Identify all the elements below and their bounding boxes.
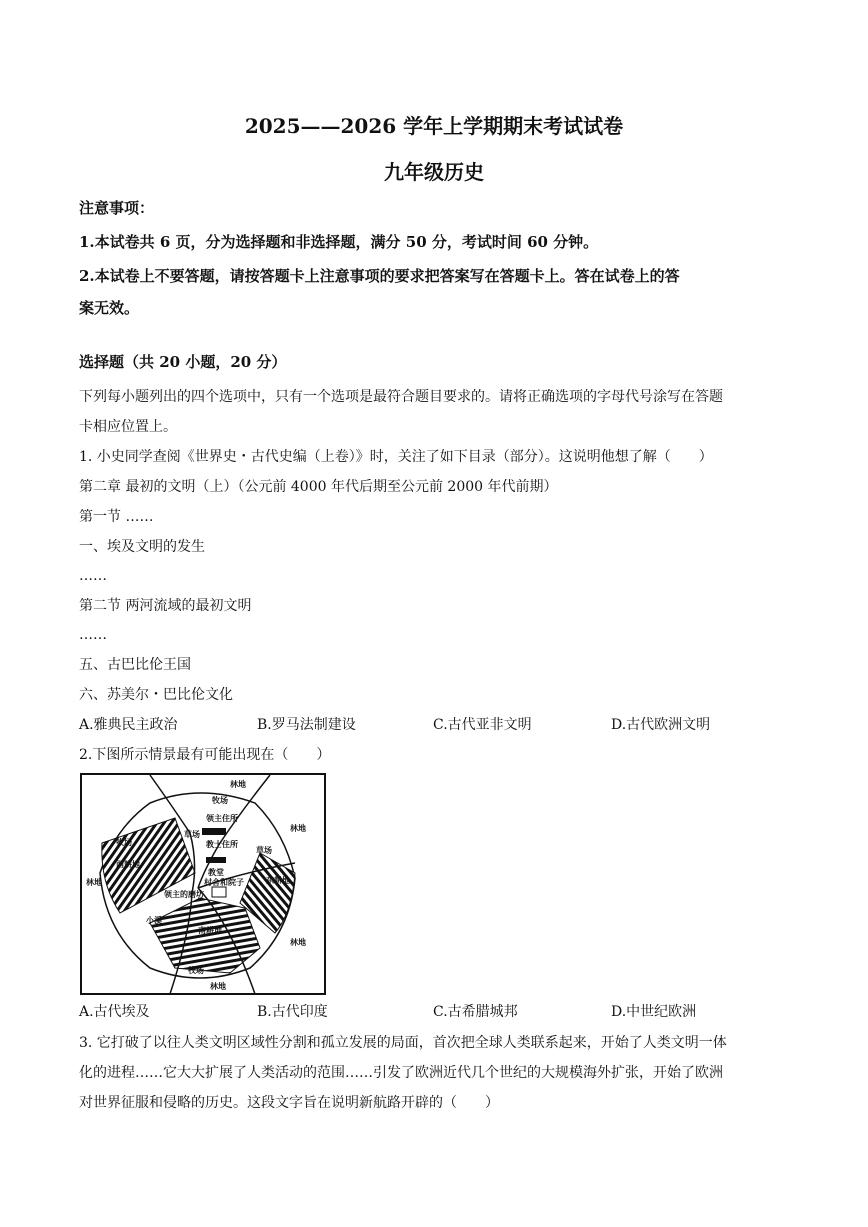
- q1-option-d[interactable]: D.古代欧洲文明: [611, 717, 711, 733]
- toc-line: 第二章 最初的文明（上）（公元前 4000 年代后期至公元前 2000 年代前期）: [79, 479, 558, 495]
- map-label: 南耕地: [198, 926, 222, 935]
- question-2-stem: 2.下图所示情景最有可能出现在（ ）: [79, 747, 331, 763]
- section-heading: 选择题（共 20 小题，20 分）: [79, 353, 287, 371]
- notes-heading: 注意事项：: [79, 199, 155, 217]
- toc-line: 第二节 两河流域的最初文明: [79, 598, 252, 614]
- notes-item-2-cont: 案无效。: [79, 299, 140, 317]
- map-label: 林地: [230, 780, 246, 789]
- q1-option-c[interactable]: C.古代亚非文明: [433, 717, 532, 733]
- toc-line: ……: [79, 568, 107, 584]
- toc-line: ……: [79, 627, 107, 643]
- map-label: 草场: [184, 830, 200, 839]
- section-instructions: 下列每小题列出的四个选项中，只有一个选项是最符合题目要求的。请将正确选项的字母代号涂写在答题: [79, 389, 723, 405]
- question-3-stem: 3. 它打破了以往人类文明区域性分割和孤立发展的局面，首次把全球人类联系起来，开始了人类文明一体: [79, 1035, 727, 1051]
- map-label: 林地: [210, 982, 226, 991]
- toc-line: 一、埃及文明的发生: [79, 539, 205, 555]
- manor-map-figure: [80, 773, 326, 995]
- map-label: 东耕地: [266, 876, 290, 885]
- notes-item-1: 1.本试卷共 6 页，分为选择题和非选择题，满分 50 分，考试时间 60 分钟。: [79, 233, 599, 251]
- question-1-stem: 1. 小史同学查阅《世界史・古代史编（上卷）》时，关注了如下目录（部分）。这说明他想了解（ ）: [79, 449, 713, 465]
- exam-title: 2025——2026 学年上学期期末考试试卷: [244, 114, 624, 138]
- q2-option-d[interactable]: D.中世纪欧洲: [611, 1004, 697, 1020]
- map-label: 林地: [290, 938, 306, 947]
- map-label: 牧场: [116, 838, 132, 847]
- q1-option-b[interactable]: B.罗马法制建设: [257, 717, 356, 733]
- map-label: 牧场: [212, 796, 228, 805]
- q1-option-a[interactable]: A.雅典民主政治: [79, 717, 178, 733]
- map-label: 小溪: [146, 916, 162, 925]
- toc-line: 第一节 ……: [79, 509, 154, 525]
- q2-option-a[interactable]: A.古代埃及: [79, 1004, 150, 1020]
- map-label: 牧场: [188, 966, 204, 975]
- map-label: 教堂: [208, 868, 224, 877]
- map-label: 村舍和院子: [204, 878, 244, 887]
- map-label: 林地: [290, 824, 306, 833]
- question-3-stem-cont: 化的进程……它大大扩展了人类活动的范围……引发了欧洲近代几个世纪的大规模海外扩张，开始了欧洲: [79, 1065, 723, 1081]
- toc-line: 六、苏美尔・巴比伦文化: [79, 687, 233, 703]
- question-3-stem-cont: 对世界征服和侵略的历史。这段文字旨在说明新航路开辟的（ ）: [79, 1095, 499, 1111]
- map-label: 林地: [86, 878, 102, 887]
- q2-option-c[interactable]: C.古希腊城邦: [433, 1004, 518, 1020]
- toc-line: 五、古巴比伦王国: [79, 657, 191, 673]
- map-label: 领主的磨坊: [164, 890, 204, 899]
- section-instructions-cont: 卡相应位置上。: [79, 419, 177, 435]
- exam-subject: 九年级历史: [384, 160, 484, 184]
- map-label: 领主住所: [206, 814, 238, 823]
- map-label: 教士住所: [206, 840, 238, 849]
- map-label: 草场: [256, 846, 272, 855]
- q2-option-b[interactable]: B.古代印度: [257, 1004, 328, 1020]
- map-label: 西耕地: [116, 860, 140, 869]
- notes-item-2: 2.本试卷上不要答题，请按答题卡上注意事项的要求把答案写在答题卡上。答在试卷上的答: [79, 267, 680, 285]
